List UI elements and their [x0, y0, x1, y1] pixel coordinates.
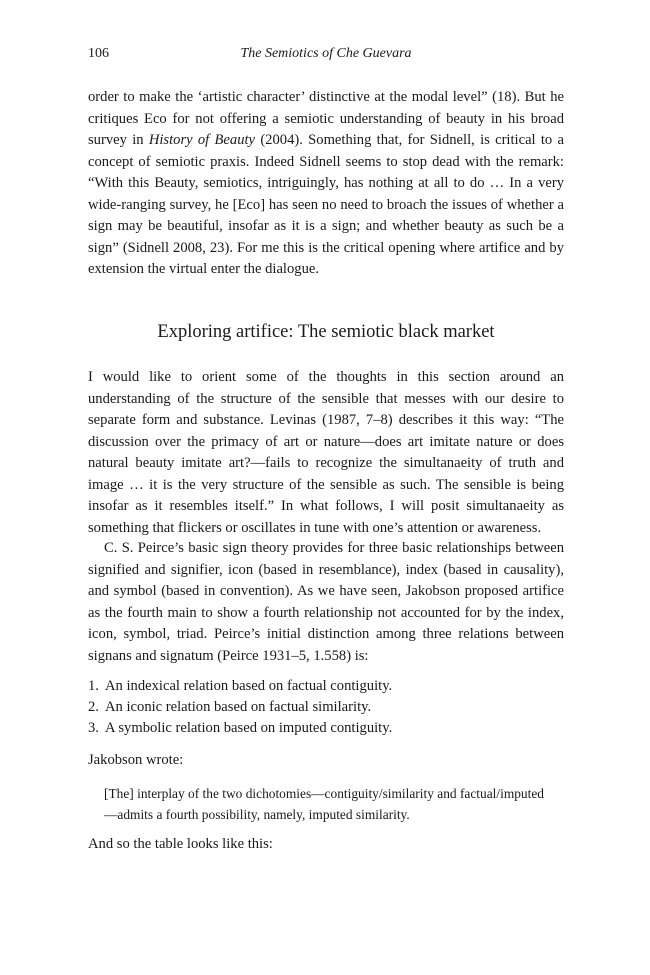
paragraph-1-text-b: (2004). Something that, for Sidnell, is critical to a concept of semiotic praxis. Indeed Sidnell seems to stop dead with the remark: “With this Beauty, semiotics, intriguingly, has nothing at all to do … In a very wide-ranging survey, he [Eco] has seen no need to broach the issues of whether a sign may be beautiful, insofar as it is a sign; and whether beauty as such be a sign” (Sidnell 2008, 23). For me this is the critical opening where artifice and by extension the virtual enter the dialogue.: [88, 132, 564, 277]
list-number: 2.: [88, 699, 99, 715]
list-item-text: An iconic relation based on factual similarity.: [105, 699, 372, 715]
running-head: [88, 46, 564, 66]
paragraph-3: C. S. Peirce’s basic sign theory provides for three basic relationships between signified and signifier, icon (based in resemblance), index (based in causality), and symbol (based in convention). As we have seen, Jakobson proposed artifice as the fourth main to show a fourth relationship not accounted for by the index, icon, symbol, triad. Peirce’s initial distinction among three relations between signans and signatum (Peirce 1931–5, 1.558) is:: [88, 540, 564, 664]
closing-line: And so the table looks like this:: [88, 836, 273, 852]
list-item-text: A symbolic relation based on imputed contiguity.: [105, 720, 393, 736]
block-quote: [The] interplay of the two dichotomies—contiguity/similarity and factual/imputed—admits a fourth possibility, namely, imputed similarity.: [104, 786, 544, 822]
list-number: 3.: [88, 720, 99, 736]
paragraph-2: I would like to orient some of the thoughts in this section around an understanding of the structure of the sensible that messes with our desire to separate form and substance. Levinas (1987, 7–8) describes it this way: “The discussion over the primacy of art or nature—does art imitate nature or does natural beauty imitate art?—fails to recognize the simultanaeity of truth and image … it is the very structure of the sensible as such. The sensible is being insofar as it resembles itself.” In what follows, I will posit simultanaeity as something that flickers or oscillates in tune with one’s attention or awareness.: [88, 369, 564, 536]
paragraph-1: [88, 87, 564, 281]
numbered-list: [88, 676, 564, 739]
page-number: 106: [88, 46, 109, 61]
list-number: 1.: [88, 678, 99, 694]
list-item-text: An indexical relation based on factual contiguity.: [105, 678, 393, 694]
list-item: [88, 718, 564, 739]
section-heading: Exploring artifice: The semiotic black market: [157, 322, 495, 342]
running-title: The Semiotics of Che Guevara: [240, 46, 412, 61]
jakobson-intro: Jakobson wrote:: [88, 752, 184, 768]
list-item: [88, 676, 564, 697]
book-title-italic: History of Beauty: [148, 132, 256, 148]
list-item: [88, 697, 564, 718]
paragraph-1-text-a: order to make the ‘artistic character’ distinctive at the modal level” (18). But he critiques Eco for not offering a semiotic understanding of beauty in his broad survey in: [88, 89, 564, 148]
